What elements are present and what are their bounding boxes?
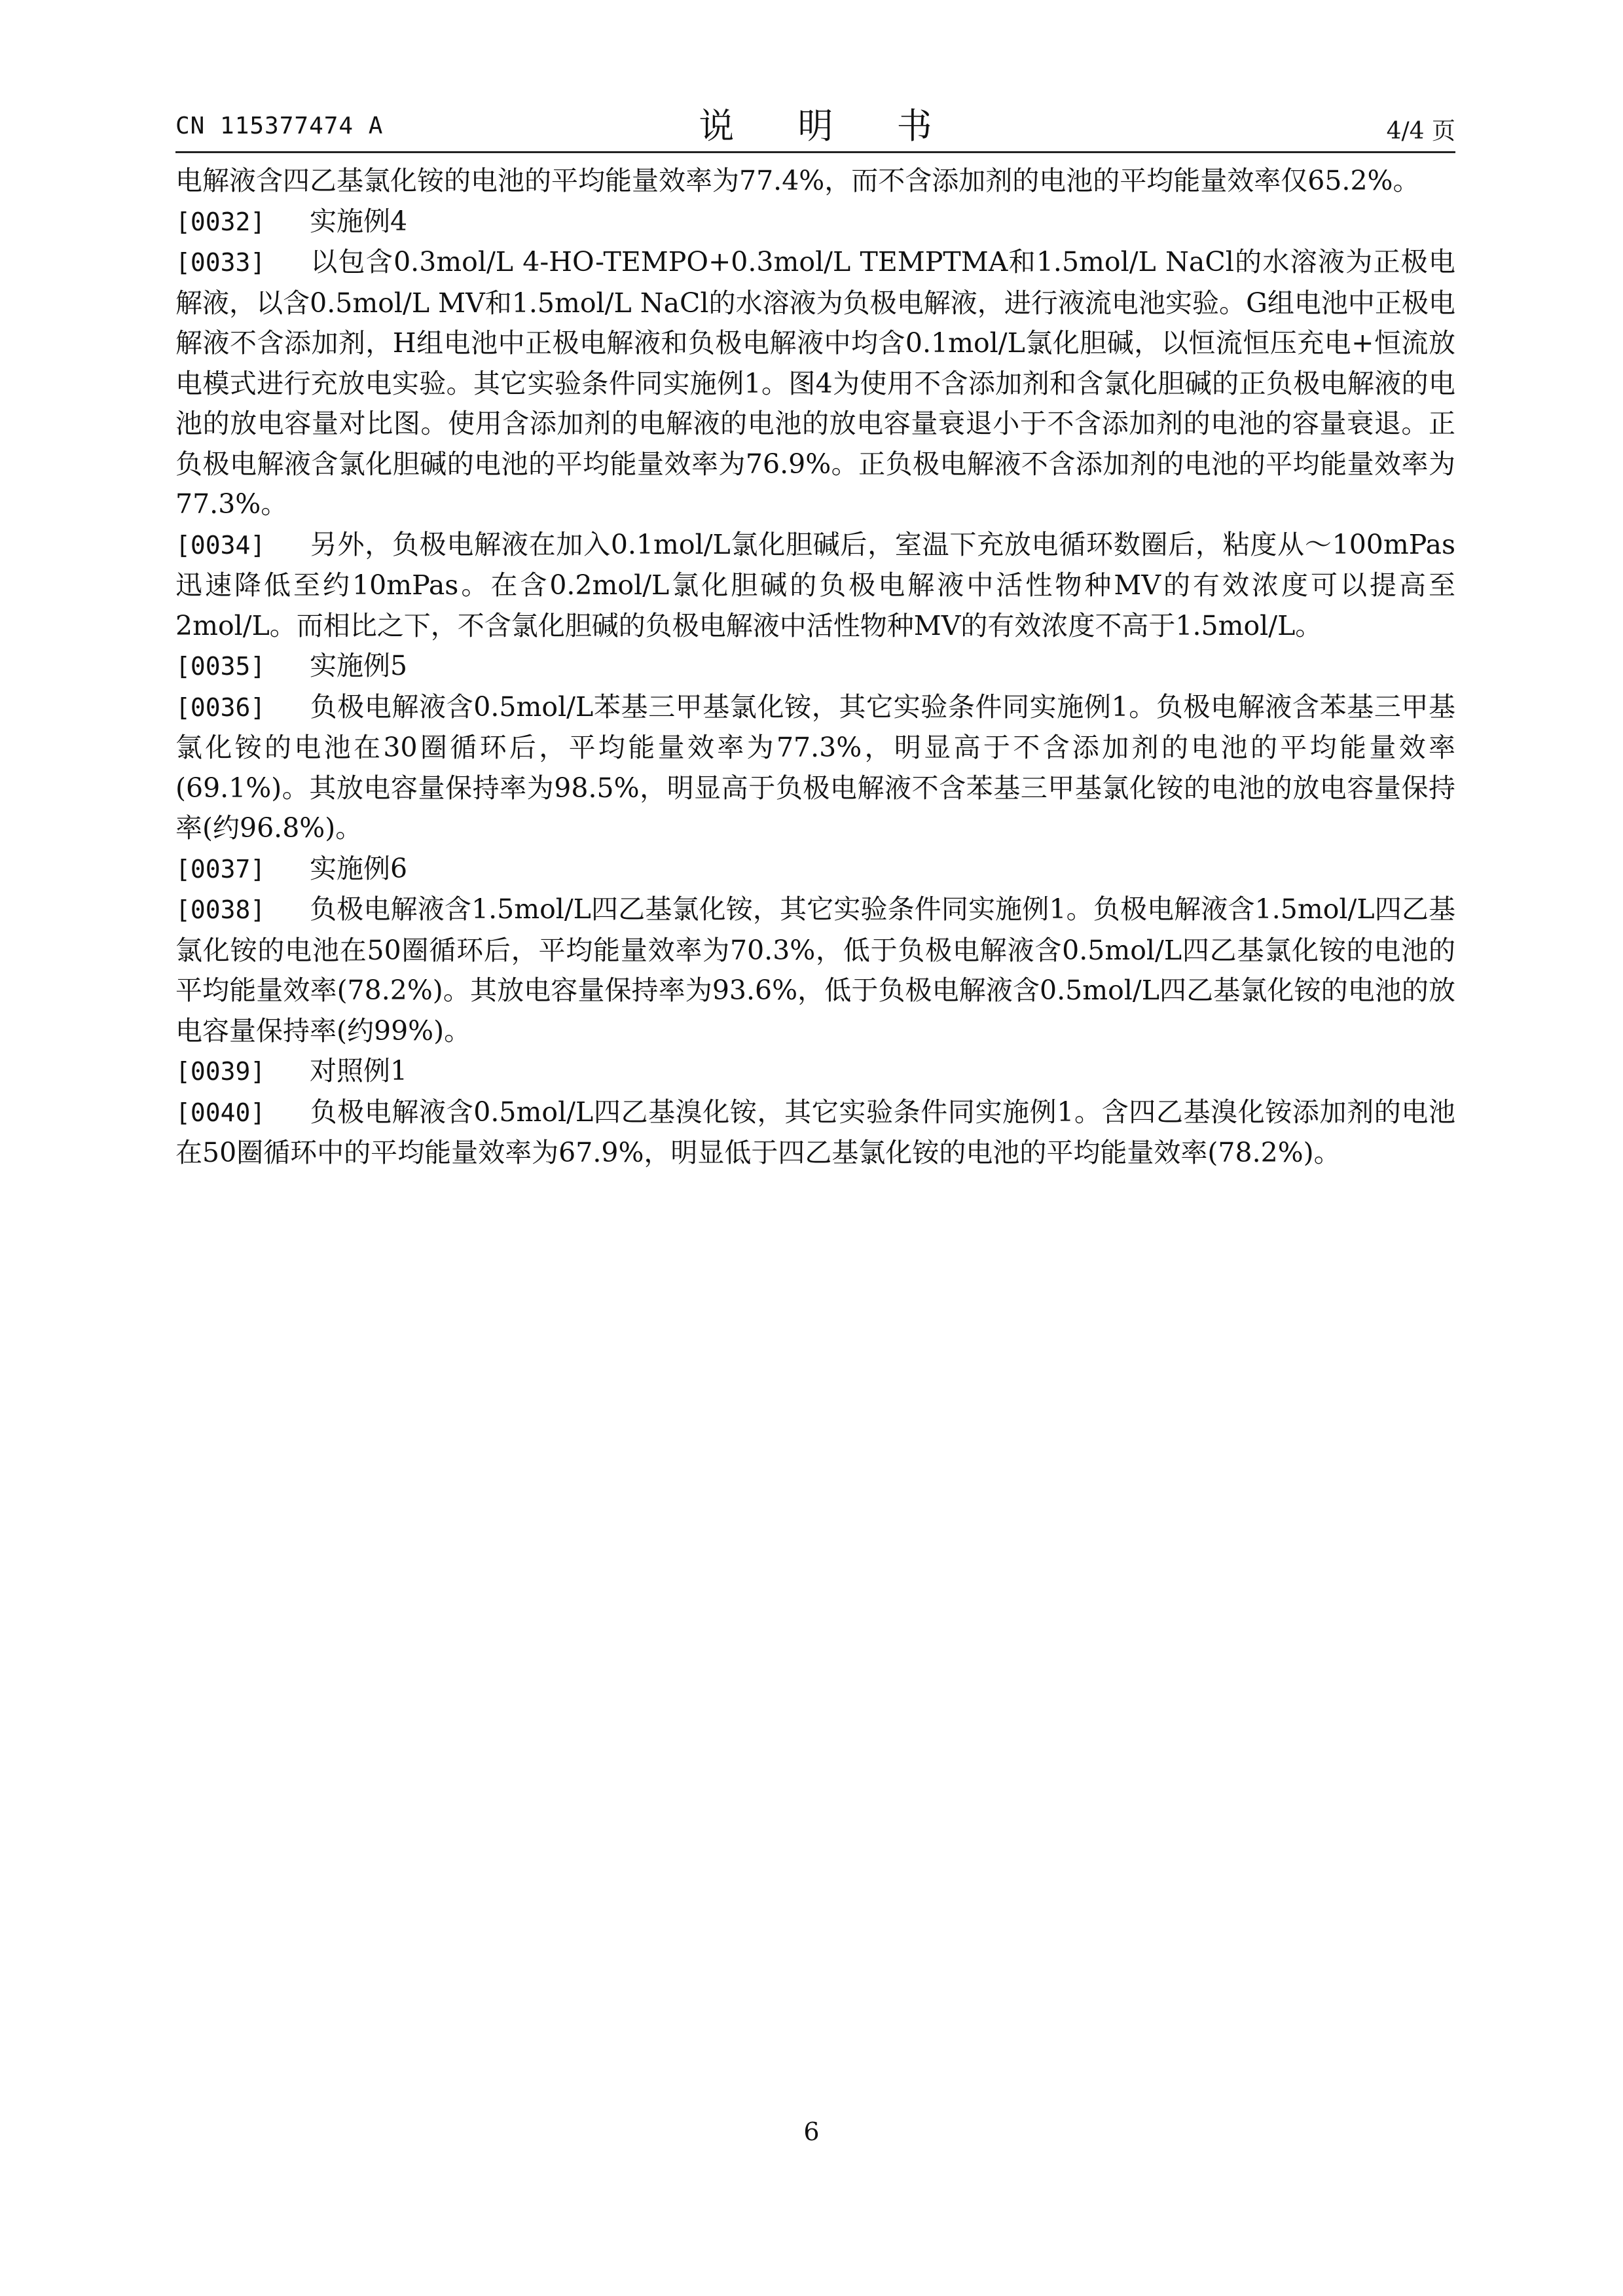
paragraph-text: 实施例4	[310, 205, 408, 237]
page-header	[175, 98, 1455, 152]
paragraph-number: [0034]	[175, 530, 266, 560]
paragraph-text: 负极电解液含0.5mol/L苯基三甲基氯化铵，其它实验条件同实施例1。负极电解液含苯基三甲基氯化铵的电池在30圈循环后，平均能量效率为77.3%，明显高于不含添加剂的电池的平均能量效率(69.1%)。其放电容量保持率为98.5%，明显高于负极电解液不含苯基三甲基氯化铵的电池的放电容量保持率(约96.8%)。	[175, 691, 1455, 844]
page-number: 6	[803, 2117, 820, 2146]
paragraph-number: [0036]	[175, 692, 266, 722]
paragraph-text: 实施例5	[310, 650, 408, 681]
paragraph-0033	[175, 242, 1455, 525]
paragraph-0034	[175, 525, 1455, 647]
paragraph-number: [0038]	[175, 895, 266, 924]
paragraph-0037	[175, 849, 1455, 890]
paragraph-text: 负极电解液含0.5mol/L四乙基溴化铵，其它实验条件同实施例1。含四乙基溴化铵添加剂的电池在50圈循环中的平均能量效率为67.9%，明显低于四乙基氯化铵的电池的平均能量效率(78.2%)。	[175, 1096, 1455, 1168]
paragraph-text: 以包含0.3mol/L 4-HO-TEMPO+0.3mol/L TEMPTMA和1.5mol/L NaCl的水溶液为正极电解液，以含0.5mol/L MV和1.5mol/L NaCl的水溶液为负极电解液，进行液流电池实验。G组电池中正极电解液不含添加剂，H组电池中正极电解液和负极电解液中均含0.1mol/L氯化胆碱，以恒流恒压充电+恒流放电模式进行充放电实验。其它实验条件同实施例1。图4为使用不含添加剂和含氯化胆碱的正负极电解液的电池的放电容量对比图。使用含添加剂的电解液的电池的放电容量衰退小于不含添加剂的电池的容量衰退。正负极电解液含氯化胆碱的电池的平均能量效率为76.9%。正负极电解液不含添加剂的电池的平均能量效率为77.3%。	[175, 246, 1455, 520]
paragraph-0036	[175, 687, 1455, 849]
patent-number: CN 115377474 A	[175, 113, 384, 139]
paragraph-0039	[175, 1051, 1455, 1092]
paragraph-number: [0035]	[175, 652, 266, 681]
paragraph-number: [0040]	[175, 1098, 266, 1127]
paragraph-number: [0039]	[175, 1057, 266, 1086]
paragraph-0035	[175, 646, 1455, 687]
paragraph-number: [0032]	[175, 207, 266, 236]
paragraph-text: 另外，负极电解液在加入0.1mol/L氯化胆碱后，室温下充放电循环数圈后，粘度从～100mPas迅速降低至约10mPas。在含0.2mol/L氯化胆碱的负极电解液中活性物种MV的有效浓度可以提高至2mol/L。而相比之下，不含氯化胆碱的负极电解液中活性物种MV的有效浓度不高于1.5mol/L。	[175, 528, 1455, 641]
document-body	[175, 161, 1455, 1174]
paragraph-0038	[175, 889, 1455, 1051]
paragraph-number: [0037]	[175, 854, 266, 884]
paragraph-number: [0033]	[175, 248, 266, 277]
page-indicator: 4/4 页	[1386, 118, 1455, 145]
paragraph-text: 负极电解液含1.5mol/L四乙基氯化铵，其它实验条件同实施例1。负极电解液含1.5mol/L四乙基氯化铵的电池在50圈循环后，平均能量效率为70.3%，低于负极电解液含0.5mol/L四乙基氯化铵的电池的平均能量效率(78.2%)。其放电容量保持率为93.6%，低于负极电解液含0.5mol/L四乙基氯化铵的电池的放电容量保持率(约99%)。	[175, 893, 1455, 1047]
paragraph-text: 对照例1	[310, 1055, 408, 1086]
paragraph-0032	[175, 202, 1455, 243]
document-title: 说 明 书	[699, 105, 958, 147]
header-rule	[175, 151, 1455, 153]
continuation-paragraph: 电解液含四乙基氯化铵的电池的平均能量效率为77.4%，而不含添加剂的电池的平均能量效率仅65.2%。	[175, 165, 1420, 196]
paragraph-text: 实施例6	[310, 852, 408, 884]
paragraph-0040	[175, 1092, 1455, 1174]
